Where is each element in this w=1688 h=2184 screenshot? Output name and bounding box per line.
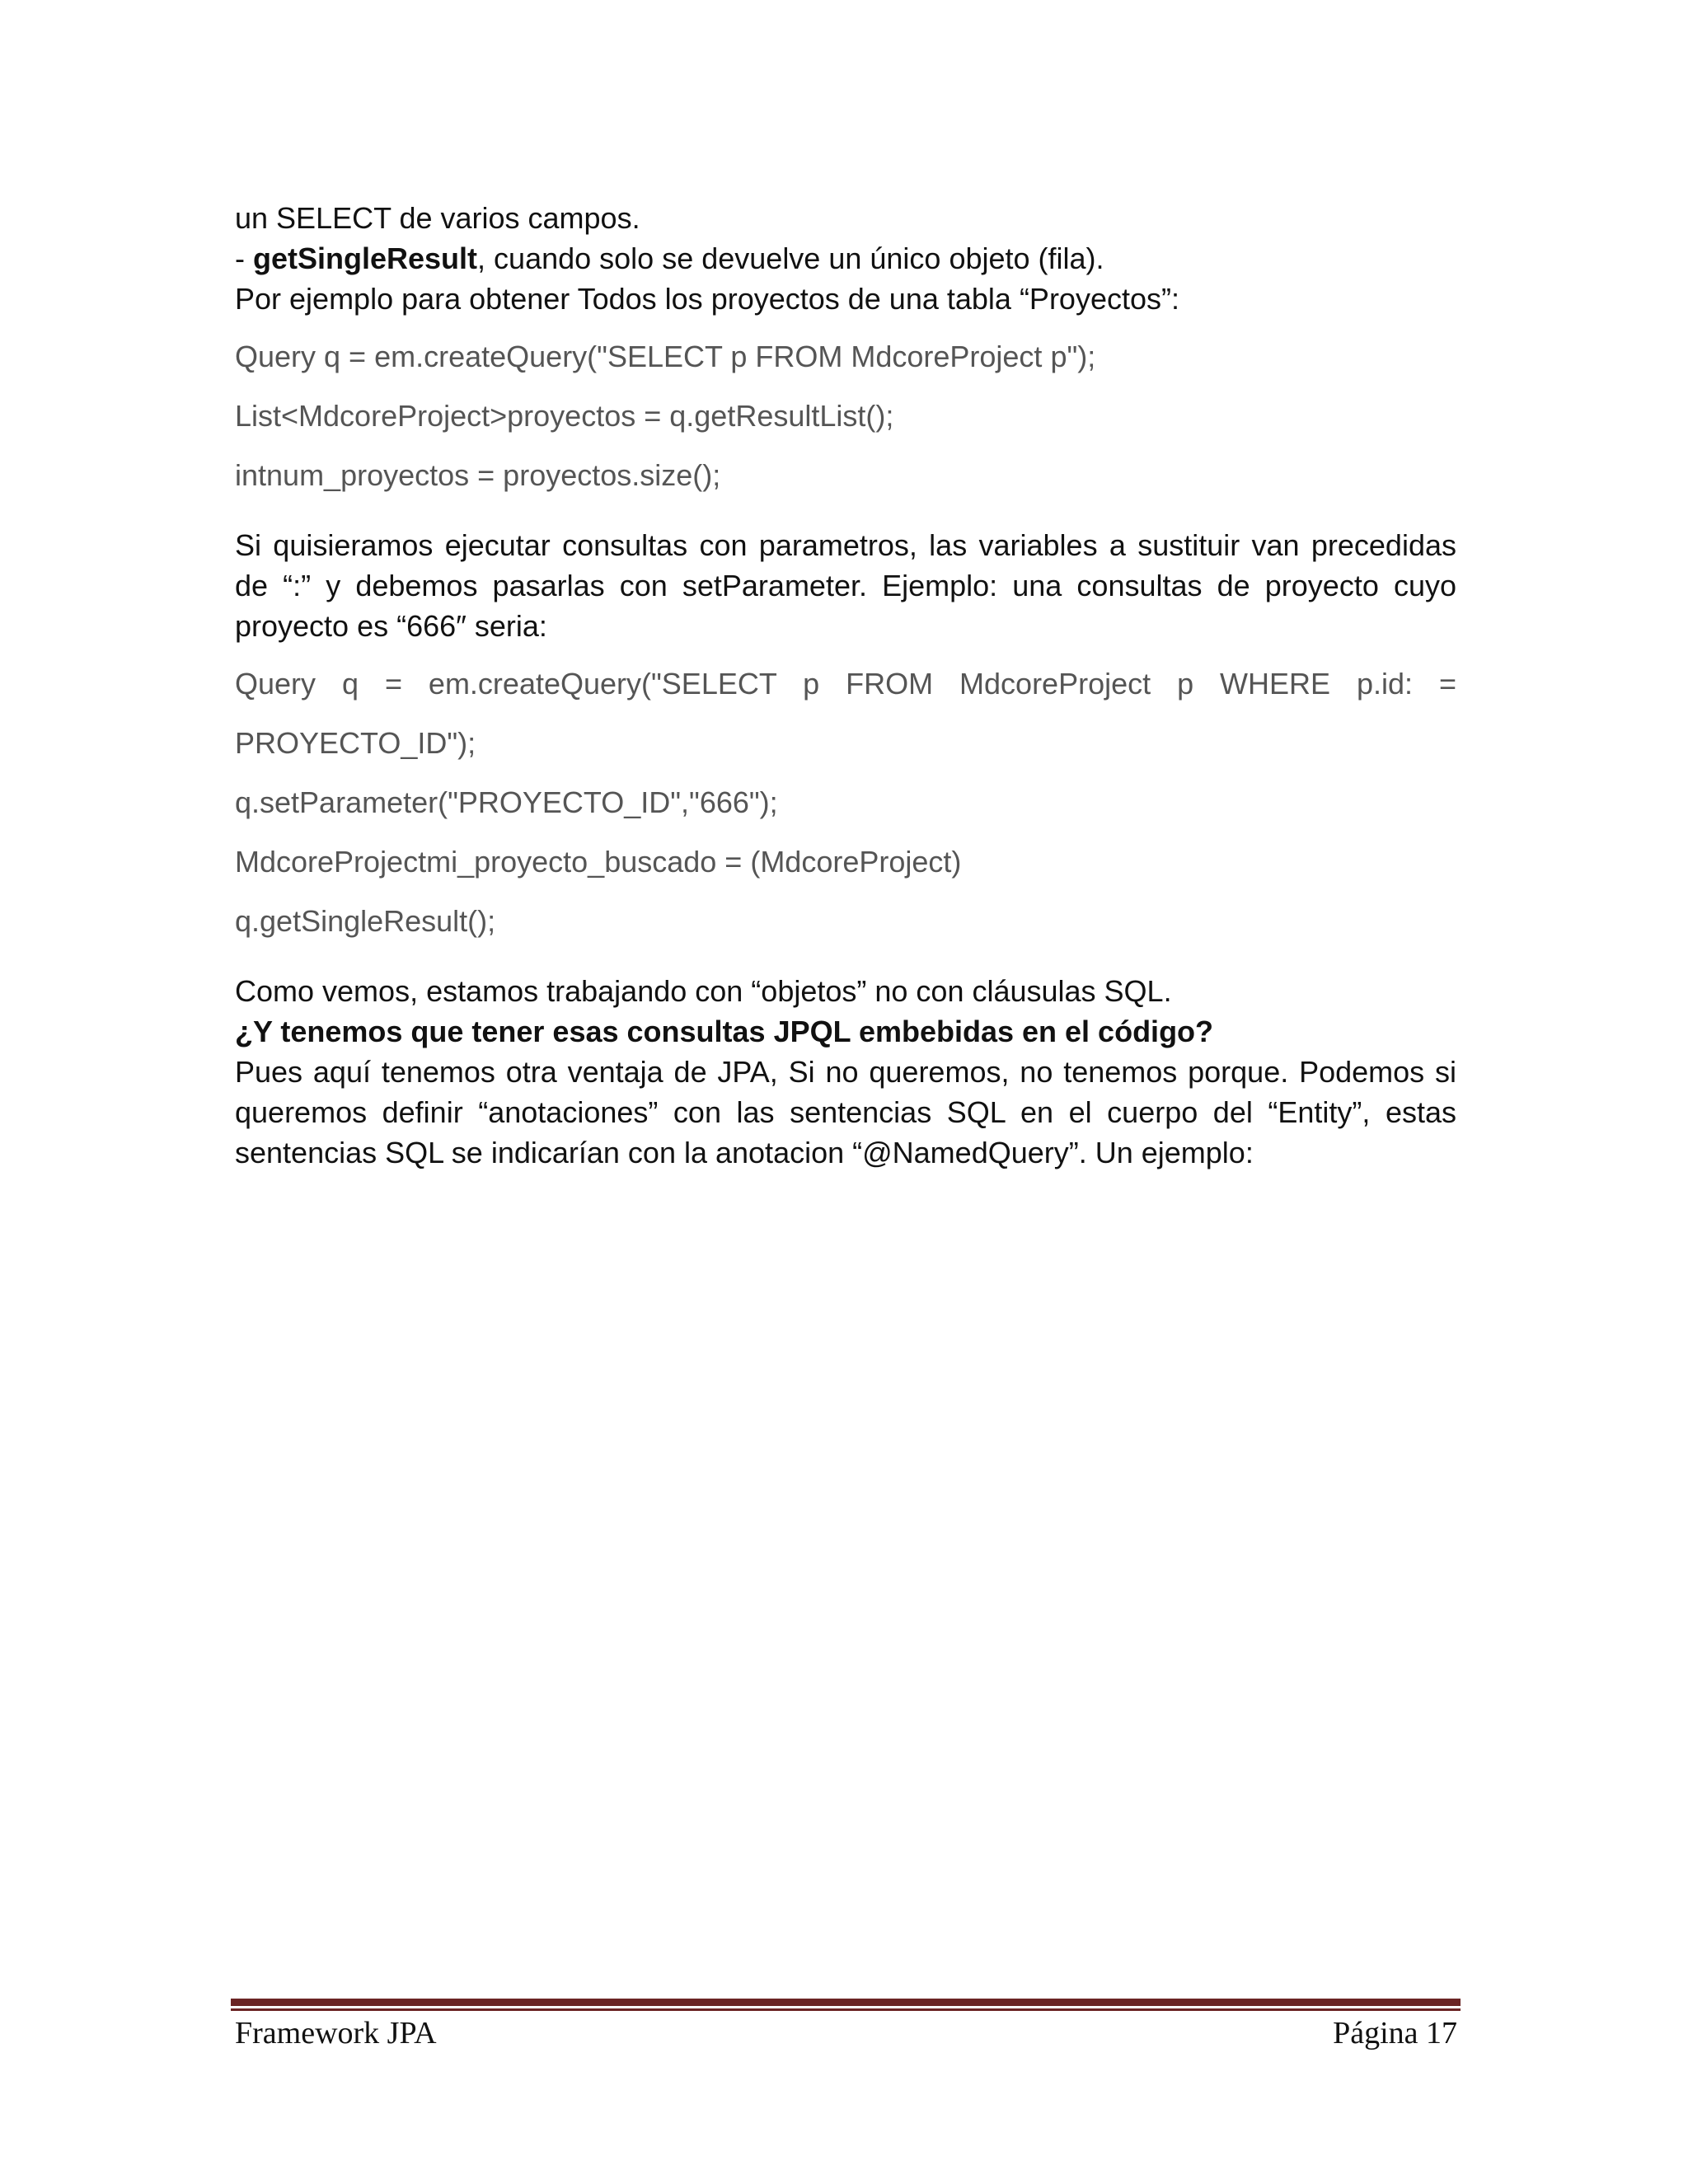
footer-rule-thin [231,2008,1461,2011]
list-item-dash: - [235,241,253,275]
example-intro: Por ejemplo para obtener Todos los proyectos de una tabla “Proyectos”: [235,282,1179,316]
code-line: List<MdcoreProject>proyectos = q.getResultList(); [235,399,894,433]
method-name-getsingleresult: getSingleResult [253,241,478,275]
question-heading [235,1011,1456,1052]
list-item-description: , cuando solo se devuelve un único objeto (fila). [477,241,1104,275]
parameters-paragraph: Si quisieramos ejecutar consultas con parametros, las variables a sustituir van precedidas de “:” y debemos pasarlas con setParameter. Ejemplo: una consultas de proyecto cuyo proyecto es “666″ seria: [235,528,1456,643]
objects-statement: Como vemos, estamos trabajando con “objetos” no con cláusulas SQL. [235,974,1172,1008]
code-line: q.setParameter("PROYECTO_ID","666"); [235,785,778,819]
question-text: ¿Y tenemos que tener esas consultas JPQL embebidas en el código? [235,1015,1214,1048]
list-item-getsingleresult [235,238,1456,279]
code-block-1 [235,327,1456,505]
code-line: MdcoreProjectmi_proyecto_buscado = (MdcoreProject) [235,845,962,879]
page-content [235,198,1456,1173]
footer-page-number: Página 17 [1333,2016,1457,2050]
code-line: intnum_proyectos = proyectos.size(); [235,458,721,492]
code-line: q.getSingleResult(); [235,904,496,938]
answer-paragraph: Pues aquí tenemos otra ventaja de JPA, Si no queremos, no tenemos porque. Podemos si queremos definir “anotaciones” con las sentencias SQL en el cuerpo del “Entity”, estas sentencias SQL se indicarían con la anotacion “@NamedQuery”. Un ejemplo: [235,1055,1456,1169]
code-line: Query q = em.createQuery("SELECT p FROM MdcoreProject p WHERE p.id: = [235,667,1456,701]
footer-document-title: Framework JPA [235,2016,437,2050]
code-block-2 [235,654,1456,951]
code-line: PROYECTO_ID"); [235,726,476,760]
code-line: Query q = em.createQuery("SELECT p FROM MdcoreProject p"); [235,340,1096,373]
text-line-select-fields: un SELECT de varios campos. [235,201,640,235]
footer-rule-thick [231,1999,1461,2006]
